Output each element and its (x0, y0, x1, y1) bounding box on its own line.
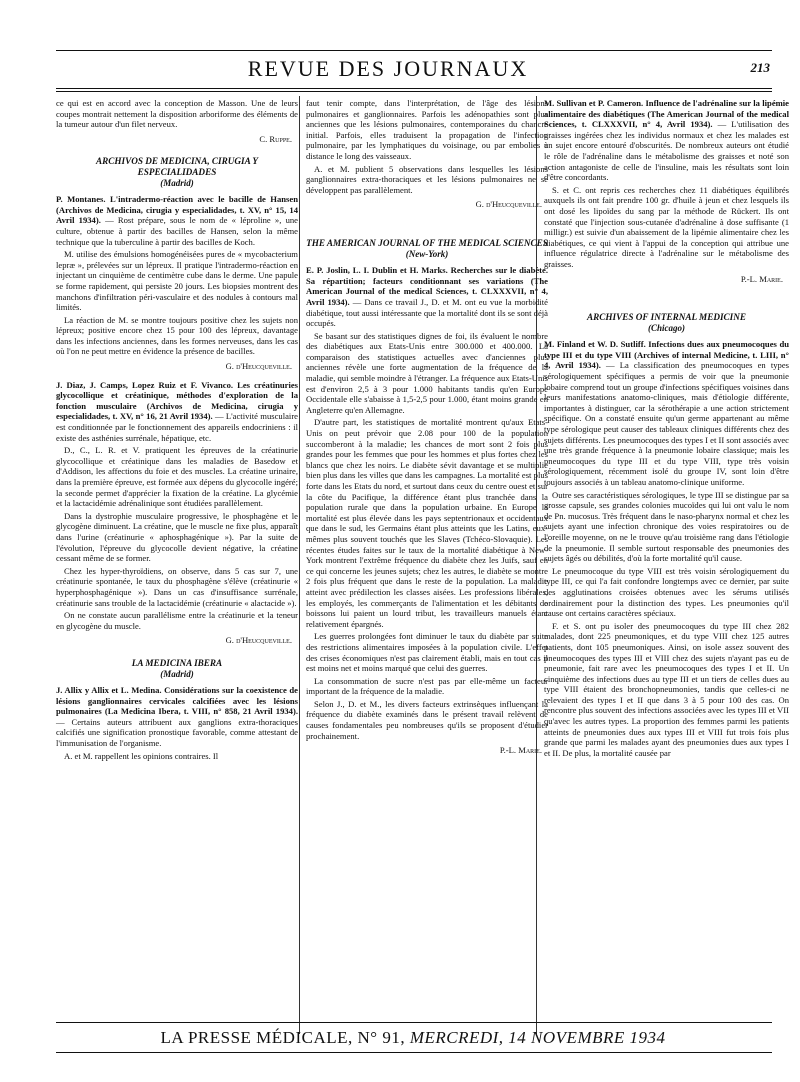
journal-heading-medicina-ibera: LA MEDICINA IBERA (131, 657, 223, 668)
journal-heading-archives-internal-medicine: ARCHIVES OF INTERNAL MEDICINE (586, 312, 747, 323)
article-paragraph: D'autre part, les statistiques de mortalité montrent qu'aux Etats-Unis on peut prévoir que 2.08 pour 100 de la population succomberont à la maladie; les chances de mort sont 2 fois plus grandes pour les femmes que pour les hommes et plus fortes chez les blancs que chez les noirs. Le diabète sévit davantage et se multiplie bien plus dans les villes que dans les campagnes. La mortalité est plus forte dans les Etats du nord, et surtout dans ceux du centre ouest et sur la côte du Pacifique, la différence étant plus tranchée dans la population rurale que dans la population urbaine. En Europe la mortalité est plus élevée dans les pays septentrionaux et occidentaux que dans le sud, les Germains étant plus atteints que les Latins, eux-mêmes plus souvent touchés que les Slaves (Tchéco-Slovaquie). Les récentes études faites sur le taux de la mortalité diabétique à New-York montrent l'extrême fréquence du diabète chez les Juifs, sauf en ce qui concerne les jeunes sujets; chez les autres, le diabète se montre 2 fois plus fréquent que dans le reste de la population. La maladie atteint avec prédilection les classes aisées. Les professions libérales, les employés, les commerçants de l'alimentation et les débitants de boissons lui paient un lourd tribut, les travailleurs manuels étant relativement épargnés. (306, 417, 548, 629)
article-paragraph: — La classification des pneumocoques en types sérologiquement spécifiques a permis de voir que la pneumonie lobaire comprend tout un groupe d'infections spécifiques voisines dans leurs manifestations anatomo-cliniques, mais d'étiologie différente, importantes à distinguer, car la sérothérapie a une action strictement spécifique. On a constaté ensuite qu'un germe appartenant au même type sérologique peut causer des tableaux cliniques différents chez des sujets différents. Les pneumocoques des types I et II sont associés avec une très grande fréquence à la pneumonie lobaire classique; mais les pneumocoques du type III et du type VIII, type très voisin sérologiquement, récemment isolé du groupe IV, sont loin d'être toujours associés à un tableau anatomo-clinique uniforme. (544, 360, 789, 487)
article-signature: P.-L. Marie. (740, 273, 783, 284)
journal-city-madrid: (Madrid) (160, 668, 194, 679)
article-paragraph: — Rost prépare, sous le nom de « léproline », une culture, obtenue à partir des bacilles de Hansen, selon la même technique que la tuberculine à partir des bacilles de Koch. (56, 215, 298, 247)
article-heading (306, 265, 548, 329)
article-signature: G. d'Heucqueville. (225, 361, 292, 372)
intro-signature: C. Ruppe. (259, 133, 292, 144)
header-rule-top (56, 50, 772, 51)
page-number: 213 (750, 60, 770, 75)
footer-date: MERCREDI, 14 NOVEMBRE 1934 (409, 1028, 666, 1047)
footer (56, 1028, 770, 1048)
article-title: E. P. Joslin, L. I. Dublin et H. Marks. Recherches sur le diabète. Sa répartition; facteurs conditionnant ses variations (The American Journal of the medical Sciences, t. CLXXXVII, n° 4, Avril 1934). (306, 265, 548, 307)
article-title: M. Finland et W. D. Sutliff. Infections dues aux pneumocoques du type III et du type VIII (Archives of internal Medicine, t. LIII, n° 4, Avril 1934). (544, 339, 789, 371)
article-heading (544, 98, 789, 183)
column-2 (306, 98, 548, 764)
article-paragraph: faut tenir compte, dans l'interprétation, de l'âge des lésions pulmonaires et ganglionnaires. Parfois les adénopathies sont plus anciennes que les lésions pulmonaires, contemporaines du chancre initial. Parfois, elles traduisent la propagation de l'infection pulmonaire, par les lymphatiques du voisinage, ou par embolies à distance le long des vaisseaux. (306, 98, 548, 161)
intro-paragraph: ce qui est en accord avec la conception de Masson. Une de leurs coupes montrait nettement la disposition arboriforme des éléments de la tumeur autour d'un filet nerveux. (56, 98, 298, 130)
article-title: P. Montanes. L'intradermo-réaction avec le bacille de Hansen (Archivos de Medicina, cirugia y especialidades, t. XV, n° 15, 14 Avril 1934). (56, 194, 298, 226)
article-heading (56, 685, 298, 749)
article-paragraph: La consommation de sucre n'est pas par elle-même un facteur important de la fréquence de la maladie. (306, 675, 548, 697)
article-paragraph: F. et S. ont pu isoler des pneumocoques du type III chez 282 malades, dont 225 pneumoniques, et du type VIII chez 125 autres patients, dont 105 pneumoniques. Ainsi, on isole assez souvent des pneumocoques des types III et VIII chez des sujets n'ayant pas eu de pneumonie, fait rare avec les pneumocoques des types I et II. Un cinquième des infections dues au type III et un tiers de celles dues au type VIII étaient des bronchopneumonies, tandis que celles-ci ne relevaient des types I et II que dans 3 à 5 pour 100 des cas. On rencontre plus souvent des infections associées avec les types III et VII qu'avec les autres types. La proportion des femmes parmi les patients atteints de pneumonies dues aux types III et VIII fut trois fois plus grande que parmi les malades ayant des pneumonies dues aux types I et II. De plus, la mortalité causée par (544, 620, 789, 758)
article-paragraph: M. utilise des émulsions homogénéisées pures de « mycobacterium lepræ », prélevées sur un lépreux. Il pratique l'intradermo-réaction en injectant un cinquième de centimètre cube dans le derme. Une papule se forme rapidement, qui persiste 20 jours. Les biopsies montrent des manchons d'infiltration péri-vasculaire et des nodules à contours mal limités. (56, 249, 298, 313)
column-1 (56, 98, 298, 763)
footer-rule-bottom (56, 1052, 772, 1053)
article-paragraph: — L'utilisation des graisses ingérées chez les individus normaux et chez les malades est un sujet encore entouré d'obscurités. De nombreux auteurs ont étudié le rôle de l'adrénaline dans le métabolisme des graisses et noté son action antagoniste de celle de l'insuline, mais les résultats sont loin d'être concordants. (544, 119, 789, 183)
journal-heading-archivos: ARCHIVOS DE MEDICINA, CIRUGIA Y ESPECIALIDADES (96, 156, 258, 177)
column-3 (544, 98, 789, 760)
journal-city-madrid: (Madrid) (160, 177, 194, 188)
header-rule-bottom-2 (56, 91, 772, 92)
header-rule-bottom (56, 88, 772, 89)
article-title: J. Allix y Allix et L. Medina. Considérations sur la coexistence de lésions ganglionnaires cervicales calcifiées avec les lésions pulmonaires (La Medicina Ibera, t. VIII, n° 858, 21 Avril 1934). (56, 685, 298, 717)
article-signature: G. d'Heucqueville. (475, 199, 542, 210)
page-title: REVUE DES JOURNAUX (247, 56, 529, 81)
article-paragraph: — L'activité musculaire est conditionnée par le fonctionnement des appareils endocriniens : il existe des asthénies surrénale, hépatique, etc. (56, 411, 298, 443)
article-title: J. Diaz, J. Camps, Lopez Ruiz et F. Vivanco. Les créatinuries glycocollique et créatinique, méthodes d'exploration de la fonction musculaire (Archivos de Medicina, cirugia y especialidades, t. XV, n° 16, 21 Avril 1934). (56, 379, 298, 422)
article-paragraph: Selon J., D. et M., les divers facteurs extrinsèques influençant la fréquence du diabète examinés dans le présent travail relèvent de causes fondamentales peu nombreuses qu'ils se proposent d'étudier prochainement. (306, 698, 548, 741)
article-paragraph: — Dans ce travail J., D. et M. ont eu vue la morbidité diabétique, tout aussi intéressante que la mortalité dont ils se sont déjà occupés. (306, 296, 548, 329)
article-paragraph: Outre ses caractéristiques sérologiques, le type III se distingue par sa grosse capsule, ses grandes colonies mucoïdes qui lui ont valu le nom de Pn. mucosus. Très fréquent dans le naso-pharynx normal et chez les sujets ayant une infection chronique des voies respiratoires ou de l'oreille moyenne, on ne le trouve qu'au troisième rang dans l'étiologie de la pneumonie. Il semble surtout responsable des pneumonies des sujets âgés ou débilités, d'où la forte mortalité qu'il cause. (544, 489, 789, 564)
article-paragraph: Le pneumocoque du type VIII est très voisin sérologiquement du type III, ce qui l'a fait confondre longtemps avec ce dernier, par suite des agglutinations croisées obtenues avec les sérums utilisés ordinairement pour la distinction des types. Les pneumonies qu'il cause ont certains caractères spéciaux. (544, 565, 789, 619)
article-heading (544, 339, 789, 487)
article-title: M. Sullivan et P. Cameron. Influence de l'adrénaline sur la lipémie alimentaire des diabétiques (The American Journal of the medical Sciences, t. CLXXXVII, n° 4, Avril 1934). (544, 98, 789, 130)
footer-rule-top (56, 1022, 772, 1023)
article-paragraph: A. et M. publient 5 observations dans lesquelles les lésions ganglionnaires extra-thoraciques et les lésions pulmonaires ne se développent pas parallèlement. (306, 163, 548, 195)
journal-city-new-york: (New-York) (405, 248, 449, 259)
footer-publication: LA PRESSE MÉDICALE, N° 91, (160, 1028, 406, 1047)
article-paragraph: A. et M. rappellent les opinions contraires. Il (64, 750, 219, 761)
article-paragraph: La réaction de M. se montre toujours positive chez les sujets non lépreux; positive encore chez 15 pour 100 des lépreux, davantage dans les infections anciennes, dans les formes nerveuses, dans les cas où l'on ne peut mettre en évidence la présence de bacilles. (56, 314, 298, 357)
article-paragraph: Dans la dystrophie musculaire progressive, le phosphagène et le glycogène diminuent. La créatine, que le muscle ne fixe plus, apparaît dans l'urine (créatinurie « aphosphagénique »). Par la suite de l'évolution, l'épreuve du glycocolle devient négative, la créatine cessant même de se former. (56, 510, 298, 564)
article-paragraph: — Certains auteurs attribuent aux ganglions extra-thoraciques calcifiés une signification pronostique favorable, comme attestant de l'immunisation de l'organisme. (56, 716, 298, 749)
article-paragraph: Chez les hyper-thyroïdiens, on observe, dans 5 cas sur 7, une créatinurie spontanée, le taux du phosphagène s'élève (créatinurie « hyperphosphagénique »). Dans un cas d'insuffisance surrénale, créatinurie sans trouble de la lactacidémie (créatinurie « alactacide »). (56, 565, 298, 608)
article-signature: G. d'Heucqueville. (225, 635, 292, 646)
journal-city-chicago: (Chicago) (648, 322, 685, 333)
spacer (306, 218, 548, 226)
article-paragraph: D., C., L. R. et V. pratiquent les épreuves de la créatinurie glycocollique et créatinique dans les maladies de Basedow et d'Addison, les affections du foie et des muscles. La créatine urinaire, dans la première épreuve, est formée aux dépens du glycocolle ingéré; la seconde permet d'apprécier la fixation de la créatine. La glycémie et la lactacidémie adrénalinique sont étudiées parallèlement. (56, 445, 298, 509)
article-signature: P.-L. Marie. (499, 745, 542, 756)
spacer (544, 292, 789, 300)
article-paragraph: S. et C. ont repris ces recherches chez 11 diabétiques équilibrés auxquels ils ont fait prendre 100 gr. d'huile à jeun et chez lesquels ils ont dosé les lipoïdes du sang par la méthode de Rückert. Ils ont constaté que l'injection sous-cutanée d'adrénaline à dose suffisante (1 milligr.) est suivie d'un abaissement de la lipémie alimentaire chez les diabétiques, ce qui vient à l'appui de la conception qui attribue une influence régulatrice directe à l'adrénaline sur le métabolisme des graisses. (544, 184, 789, 269)
article-paragraph: Se basant sur des statistiques dignes de foi, ils évaluent le nombre des diabétiques aux Etats-Unis entre 300.000 et 400.000. La comparaison des statistiques actuelles avec d'anciennes plus anciennes révèle une forte augmentation de la fréquence de la maladie, qui semble moindre à l'étranger. La fréquence aux Etats-Unis est d'environ 2,5 à 3 pour 1.000 habitants tandis qu'en Europe Occidentale elle s'abaisse à 1,5-2,5 pour 1.000, étant moins grande en Angleterre qu'en Allemagne. (306, 330, 548, 415)
column-divider-1 (299, 96, 300, 1034)
article-paragraph: Les guerres prolongées font diminuer le taux du diabète par suite des restrictions alimentaires imposées à la population civile. L'effet des crises économiques n'est pas clairement établi, mais en tout cas il est moins net et moins marqué que celui des guerres. (306, 631, 548, 674)
article-heading (56, 380, 298, 444)
article-paragraph: On ne constate aucun parallélisme entre la créatinurie et la teneur en glycogène du muscle. (56, 610, 298, 631)
article-heading (56, 194, 298, 247)
journal-heading-american-journal: THE AMERICAN JOURNAL OF THE MEDICAL SCIENCES (306, 237, 548, 248)
